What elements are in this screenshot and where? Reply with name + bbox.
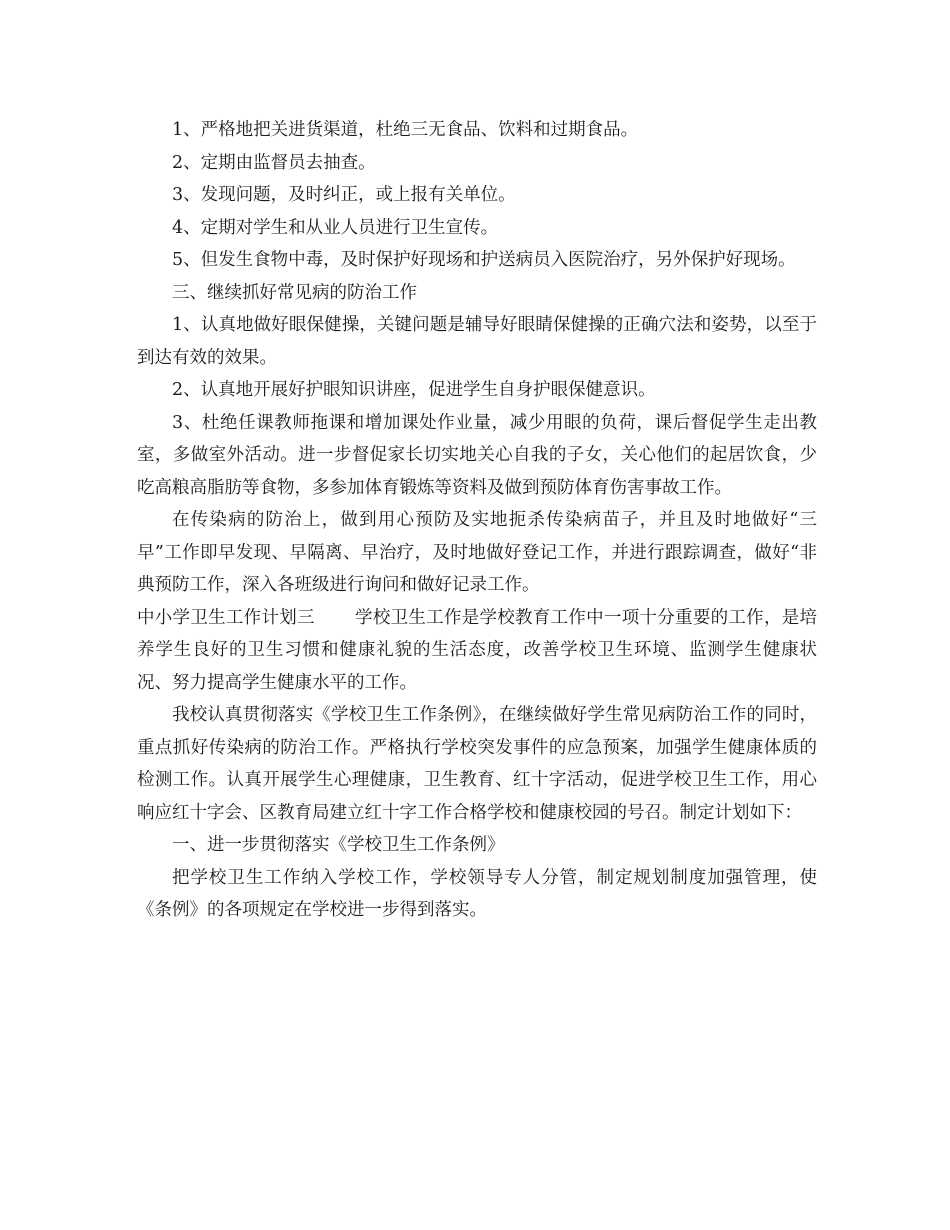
section-block — [137, 602, 817, 700]
section-heading-1: 一、进一步贯彻落实《学校卫生工作条例》 — [172, 835, 505, 855]
paragraph-eye-exercise: 1、认真地做好眼保健操，关键问题是辅导好眼睛保健操的正确穴法和姿势，以至于到达有效的效果。 — [137, 315, 817, 368]
paragraph-3: 3、发现问题，及时纠正，或上报有关单位。 — [172, 185, 516, 205]
document-page — [137, 114, 817, 927]
paragraph-management: 把学校卫生工作纳入学校工作，学校领导专人分管，制定规划制度加强管理，使《条例》的各项规定在学校进一步得到落实。 — [137, 867, 817, 920]
section-title: 中小学卫生工作计划三 — [137, 607, 315, 628]
paragraph-workload: 3、杜绝任课教师拖课和增加课处作业量，减少用眼的负荷，课后督促学生走出教室，多做室外活动。进一步督促家长切实地关心自我的子女，关心他们的起居饮食，少吃高粮高脂肪等食物，多参加体育锻炼等资料及做到预防体育伤害事故工作。 — [137, 412, 817, 498]
paragraph-4: 4、定期对学生和从业人员进行卫生宣传。 — [172, 217, 499, 238]
section-heading-3: 三、继续抓好常见病的防治工作 — [172, 282, 417, 303]
paragraph-eye-lecture: 2、认真地开展好护眼知识讲座，促进学生自身护眼保健意识。 — [172, 380, 656, 400]
paragraph-2: 2、定期由监督员去抽查。 — [172, 152, 376, 173]
paragraph-school-regulations: 我校认真贯彻落实《学校卫生工作条例》，在继续做好学生常见病防治工作的同时，重点抓好传染病的防治工作。严格执行学校突发事件的应急预案，加强学生健康体质的检测工作。认真开展学生心理健康，卫生教育、红十字活动，促进学校卫生工作，用心响应红十字会、区教育局建立红十字工作合格学校和健康校园的号召。制定计划如下： — [137, 705, 817, 823]
section-intro: 学校卫生工作是学校教育工作中一项十分重要的工作，是培养学生良好的卫生习惯和健康礼貌的生活态度，改善学校卫生环境、监测学生健康状况、努力提高学生健康水平的工作。 — [137, 607, 818, 693]
paragraph-1: 1、严格地把关进货渠道，杜绝三无食品、饮料和过期食品。 — [172, 120, 639, 140]
paragraph-5: 5、但发生食物中毒，及时保护好现场和护送病员入医院治疗，另外保护好现场。 — [172, 250, 796, 270]
paragraph-infectious-disease: 在传染病的防治上，做到用心预防及实地扼杀传染病苗子，并且及时地做好“三早”工作即早发现、早隔离、早治疗，及时地做好登记工作，并进行跟踪调查，做好“非典预防工作，深入各班级进行询问和做好记录工作。 — [137, 510, 817, 595]
